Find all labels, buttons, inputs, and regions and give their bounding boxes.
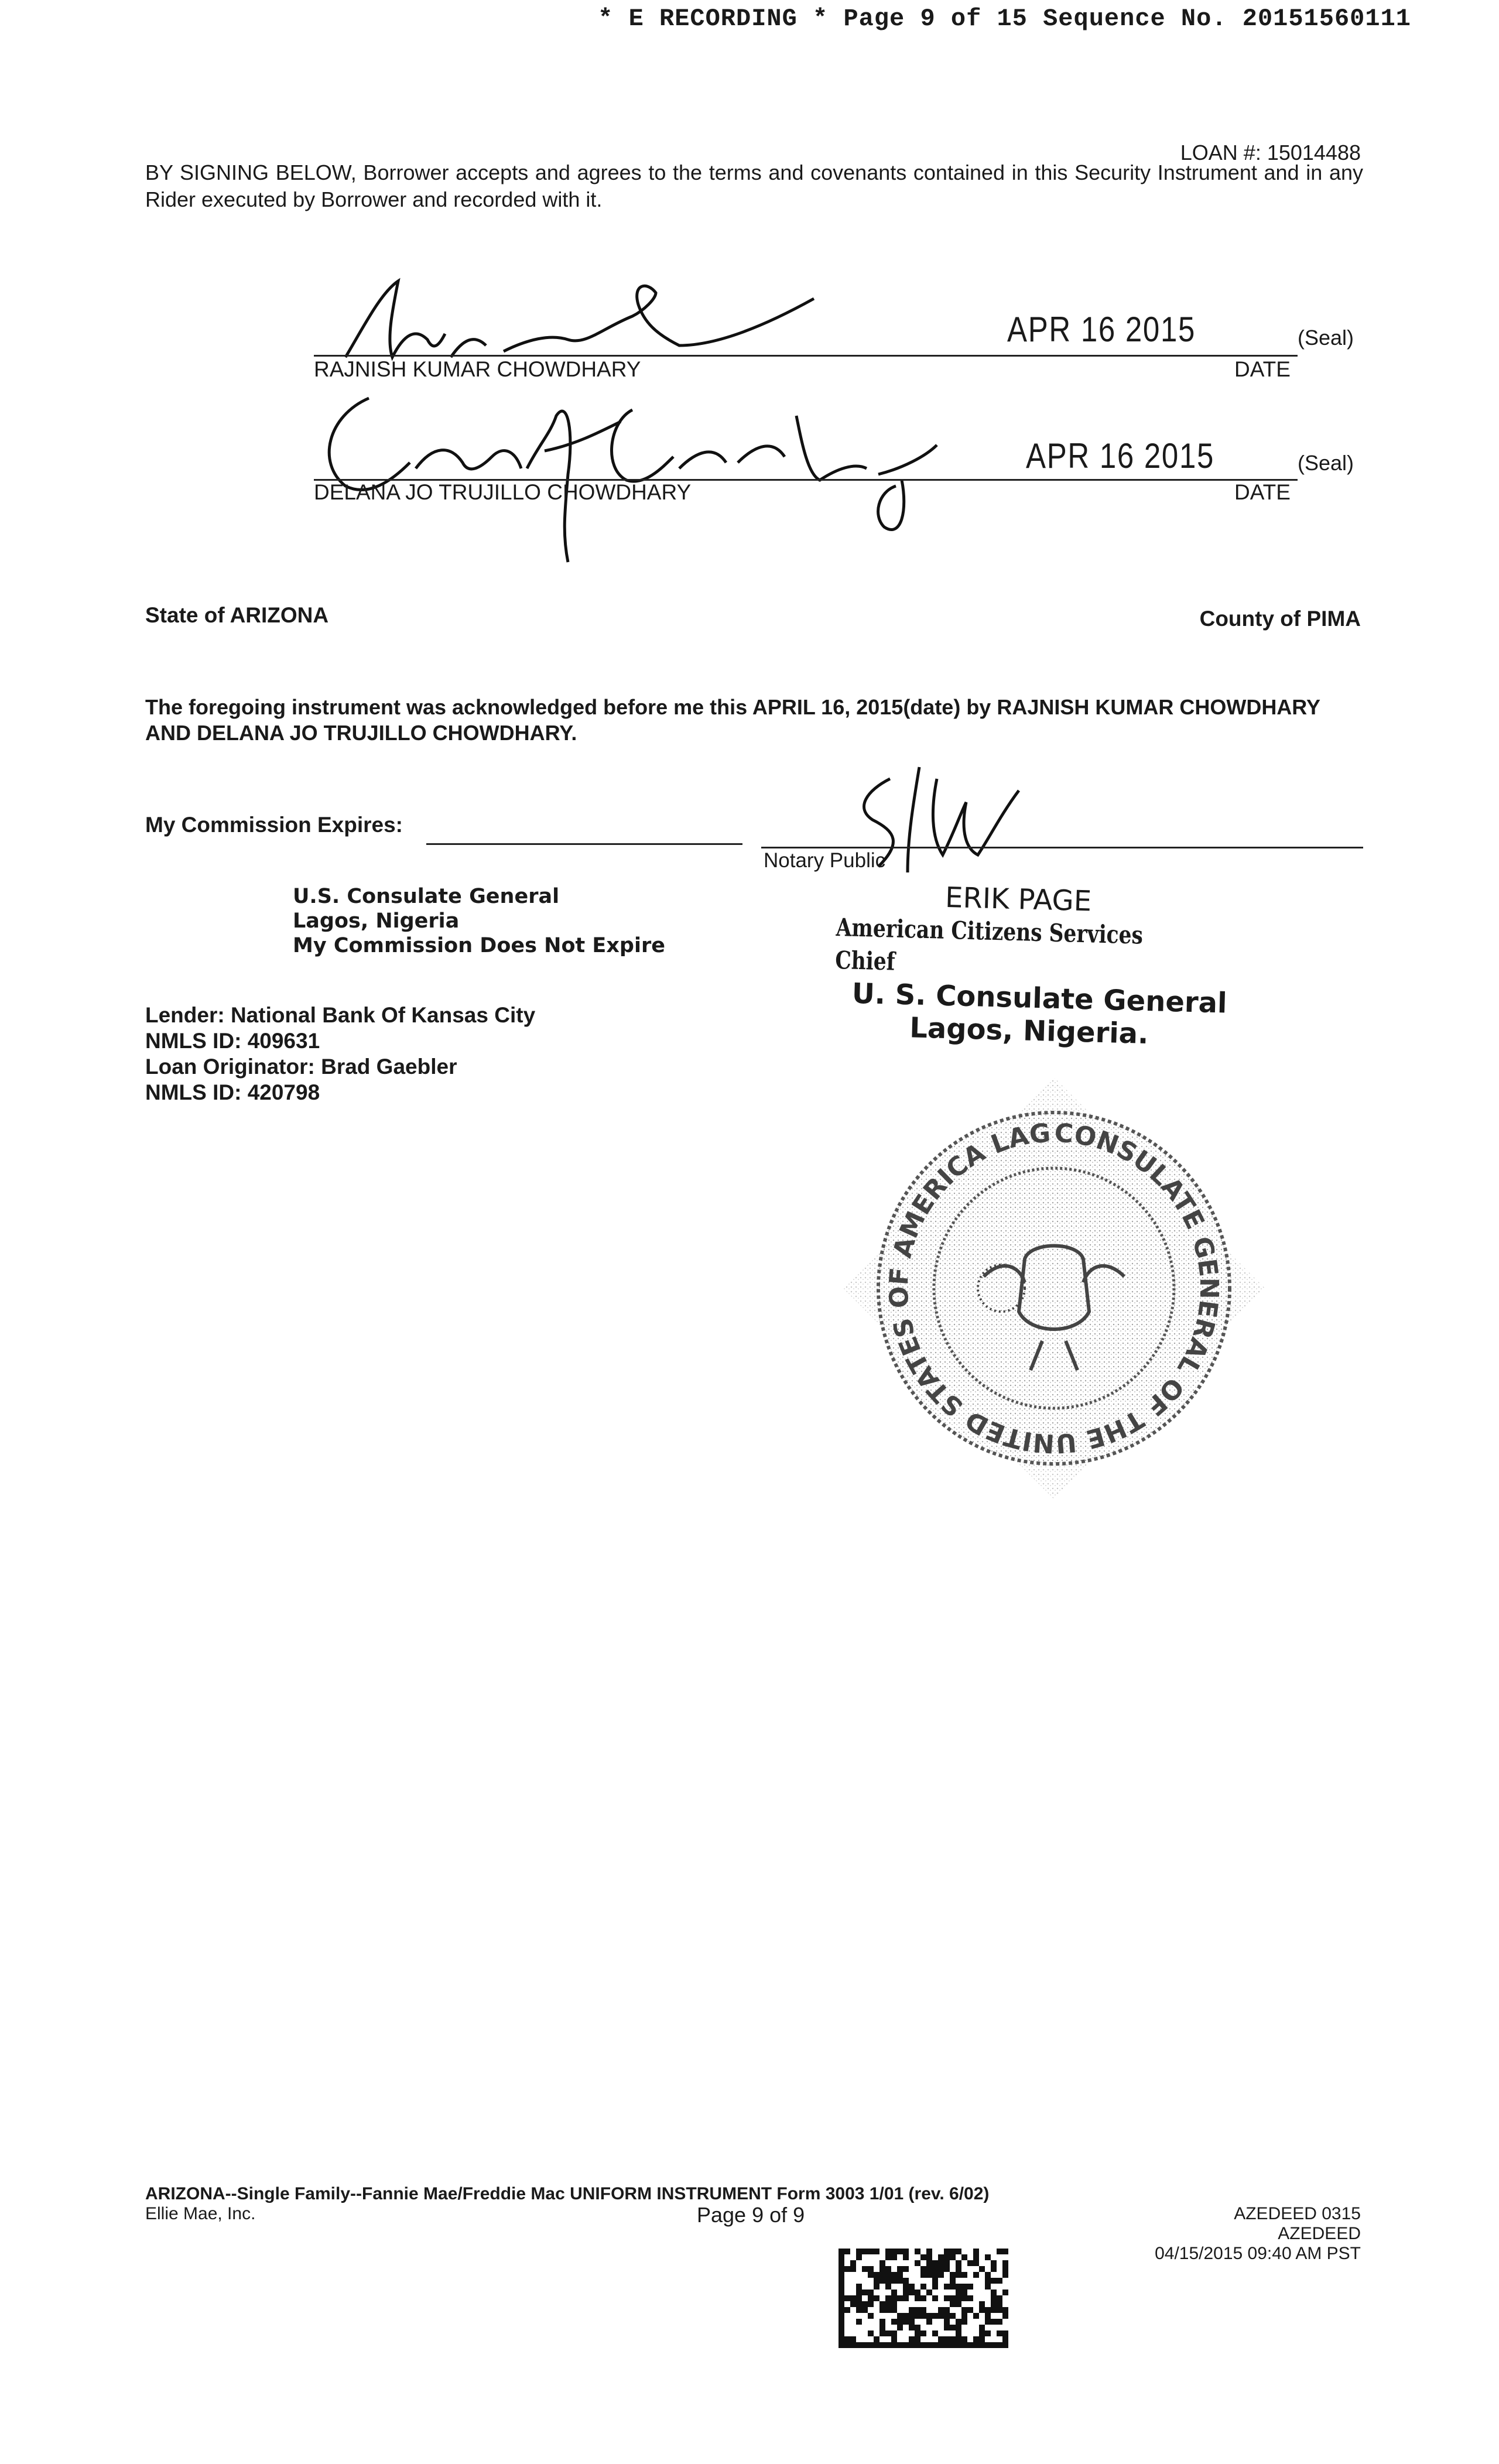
barcode <box>839 2249 1008 2348</box>
seal-label-2: (Seal) <box>1298 451 1354 475</box>
footer-page: Page 9 of 9 <box>697 2203 805 2227</box>
seal-text: CONSULATE GENERAL OF THE UNITED STATES OF AMERICA LAGOS, NIGERIA <box>820 1042 1224 1459</box>
stamp-line: U.S. Consulate General <box>293 885 560 908</box>
date-label-1: DATE <box>1234 357 1291 381</box>
footer-code: AZEDEED <box>1278 2224 1361 2243</box>
footer-timestamp: 04/15/2015 09:40 AM PST <box>1155 2244 1361 2263</box>
signature-line-1 <box>314 355 1298 357</box>
signature-delana <box>293 381 995 574</box>
lender-line: Loan Originator: Brad Gaebler <box>145 1055 457 1079</box>
lender-line: NMLS ID: 409631 <box>145 1029 320 1053</box>
footer-code: AZEDEED 0315 <box>1234 2204 1361 2223</box>
notary-line <box>761 847 1363 848</box>
officer-name: ERIK PAGE <box>944 881 1092 918</box>
county-label: County of PIMA <box>1199 607 1361 631</box>
officer-title: American Citizens Services Chief <box>834 912 1144 976</box>
footer-vendor: Ellie Mae, Inc. <box>145 2204 256 2223</box>
state-label: State of ARIZONA <box>145 603 329 627</box>
commission-line <box>426 843 742 845</box>
stamp-line: Lagos, Nigeria <box>293 909 460 933</box>
signing-statement: BY SIGNING BELOW, Borrower accepts and agrees to the terms and covenants contained in this Security Instrument and in any Rider executed by Borrower and recorded with it. <box>145 160 1363 211</box>
lender-line: Lender: National Bank Of Kansas City <box>145 1003 536 1027</box>
stamp-line: My Commission Does Not Expire <box>293 934 665 957</box>
date-stamp-1: APR 16 2015 <box>1007 310 1196 349</box>
lender-info <box>145 1002 535 1106</box>
seal-label-1: (Seal) <box>1298 326 1354 350</box>
commission-expires-label: My Commission Expires: <box>145 813 403 837</box>
footer-form: ARIZONA--Single Family--Fannie Mae/Freddie Mac UNIFORM INSTRUMENT Form 3003 1/01 (rev. 6/02) <box>145 2184 990 2203</box>
acknowledgment-text: The foregoing instrument was acknowledged before me this APRIL 16, 2015(date) by RAJNISH KUMAR CHOWDHARY AND DELANA JO TRUJILLO CHOWDHARY. <box>145 695 1320 745</box>
consulate-seal <box>820 1042 1276 1511</box>
loan-number: LOAN #: 15014488 <box>1180 141 1361 165</box>
officer-stamp <box>833 878 1247 1053</box>
footer-codes <box>1155 2204 1361 2264</box>
lender-line: NMLS ID: 420798 <box>145 1080 320 1104</box>
signer-name-2: DELANA JO TRUJILLO CHOWDHARY <box>314 480 692 504</box>
officer-office: U. S. Consulate General <box>851 977 1228 1020</box>
date-stamp-2: APR 16 2015 <box>1026 436 1215 475</box>
date-label-2: DATE <box>1234 480 1291 504</box>
notary-public-label: Notary Public <box>764 849 886 872</box>
signer-name-1: RAJNISH KUMAR CHOWDHARY <box>314 357 641 381</box>
officer-location: Lagos, Nigeria. <box>909 1011 1149 1050</box>
recording-header: * E RECORDING * Page 9 of 15 Sequence No. 20151560111 <box>598 5 1411 33</box>
consulate-stamp <box>293 884 665 958</box>
